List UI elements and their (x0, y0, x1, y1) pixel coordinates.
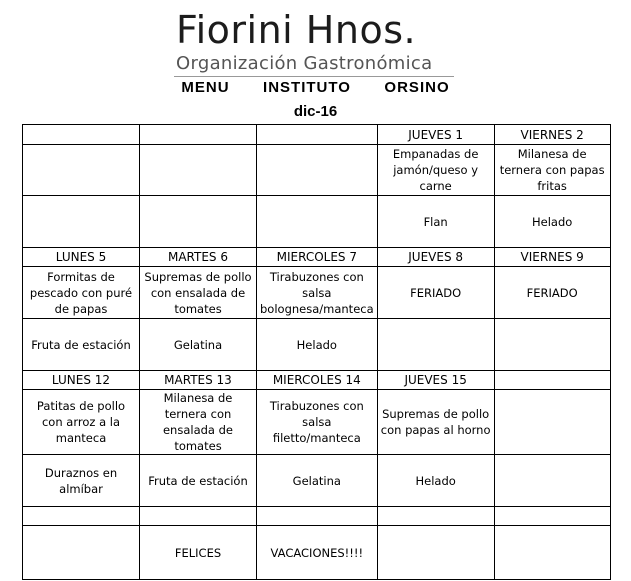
main-dish-cell: Supremas de pollo con ensalada de tomates (140, 267, 257, 319)
day-header-cell (23, 125, 140, 145)
message-cell: FELICES (140, 526, 257, 580)
table-row (23, 371, 611, 390)
table-row (23, 507, 611, 526)
message-cell: VACACIONES!!!! (257, 526, 378, 580)
dessert-cell: Fruta de estación (23, 319, 140, 371)
message-cell (377, 526, 494, 580)
empty-cell (257, 507, 378, 526)
day-header-cell: JUEVES 15 (377, 371, 494, 390)
table-row (23, 455, 611, 507)
main-dish-cell: Tirabuzones con salsa filetto/manteca (257, 390, 378, 455)
main-dish-cell: Milanesa de ternera con papas fritas (494, 145, 610, 196)
main-dish-cell: Empanadas de jamón/queso y carne (377, 145, 494, 196)
day-header-cell: JUEVES 8 (377, 248, 494, 267)
table-row (23, 248, 611, 267)
day-header-cell: LUNES 5 (23, 248, 140, 267)
main-dish-cell: FERIADO (494, 267, 610, 319)
dessert-cell (140, 196, 257, 248)
menu-table (22, 124, 611, 580)
message-cell (23, 526, 140, 580)
dessert-cell: Helado (377, 455, 494, 507)
day-header-cell: MARTES 6 (140, 248, 257, 267)
table-row (23, 125, 611, 145)
dessert-cell (377, 319, 494, 371)
empty-cell (23, 507, 140, 526)
dessert-cell: Gelatina (257, 455, 378, 507)
logo-name: Fiorini Hnos. (176, 8, 417, 52)
logo-divider (174, 76, 454, 77)
main-dish-cell (494, 390, 610, 455)
dessert-cell: Flan (377, 196, 494, 248)
day-header-cell: MIERCOLES 7 (257, 248, 378, 267)
table-row (23, 390, 611, 455)
main-dish-cell: Supremas de pollo con papas al horno (377, 390, 494, 455)
dessert-cell (23, 196, 140, 248)
dessert-cell (494, 455, 610, 507)
table-row (23, 196, 611, 248)
empty-cell (377, 507, 494, 526)
day-header-cell: MARTES 13 (140, 371, 257, 390)
main-dish-cell: Formitas de pescado con puré de papas (23, 267, 140, 319)
day-header-cell (257, 125, 378, 145)
main-dish-cell (257, 145, 378, 196)
table-row (23, 319, 611, 371)
dessert-cell: Helado (257, 319, 378, 371)
dessert-cell: Helado (494, 196, 610, 248)
dessert-cell (494, 319, 610, 371)
dessert-cell (257, 196, 378, 248)
dessert-cell: Fruta de estación (140, 455, 257, 507)
menu-month: dic-16 (293, 103, 338, 120)
day-header-cell: LUNES 12 (23, 371, 140, 390)
table-row (23, 145, 611, 196)
day-header-cell: JUEVES 1 (377, 125, 494, 145)
main-dish-cell: Milanesa de ternera con ensalada de tomates (140, 390, 257, 455)
empty-cell (494, 507, 610, 526)
empty-cell (140, 507, 257, 526)
main-dish-cell (23, 145, 140, 196)
main-dish-cell: Tirabuzones con salsa bolognesa/manteca (257, 267, 378, 319)
main-dish-cell: FERIADO (377, 267, 494, 319)
table-row (23, 267, 611, 319)
dessert-cell: Gelatina (140, 319, 257, 371)
dessert-cell: Duraznos en almíbar (23, 455, 140, 507)
table-row (23, 526, 611, 580)
day-header-cell: VIERNES 2 (494, 125, 610, 145)
logo-subtitle: Organización Gastronómica (176, 53, 433, 74)
message-cell (494, 526, 610, 580)
day-header-cell: VIERNES 9 (494, 248, 610, 267)
main-dish-cell: Patitas de pollo con arroz a la manteca (23, 390, 140, 455)
day-header-cell (494, 371, 610, 390)
main-dish-cell (140, 145, 257, 196)
day-header-cell: MIERCOLES 14 (257, 371, 378, 390)
logo (174, 4, 454, 76)
menu-title: MENU INSTITUTO ORSINO (181, 79, 450, 96)
day-header-cell (140, 125, 257, 145)
